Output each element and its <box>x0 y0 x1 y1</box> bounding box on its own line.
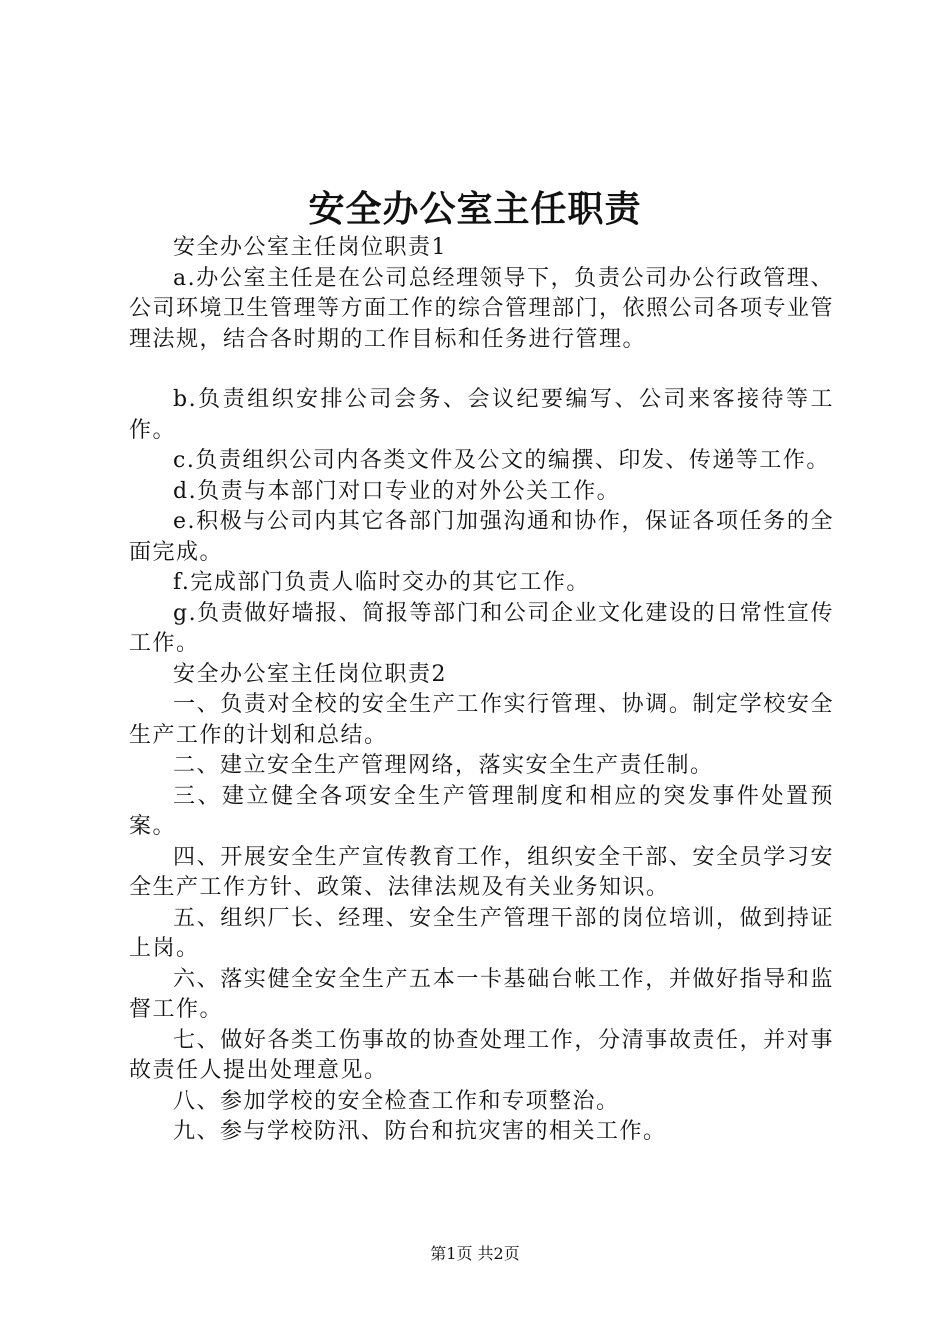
paragraph-c: c.负责组织公司内各类文件及公文的编撰、印发、传递等工作。 <box>173 448 830 473</box>
section-heading-1: 安全办公室主任岗位职责1 <box>173 235 447 260</box>
paragraph-f: f.完成部门负责人临时交办的其它工作。 <box>173 570 590 595</box>
paragraph-8: 八、参加学校的安全检查工作和专项整治。 <box>173 1088 620 1114</box>
paragraph-7: 七、做好各类工伤事故的协查处理工作，分清事故责任，并对事故责任人提出处理意见。 <box>129 1027 834 1083</box>
paragraph-6: 六、落实健全安全生产五本一卡基础台帐工作，并做好指导和监督工作。 <box>129 966 834 1022</box>
paragraph-e: e.积极与公司内其它各部门加强沟通和协作，保证各项任务的全面完成。 <box>129 509 834 565</box>
page-footer: 第1页 共2页 <box>430 1244 520 1263</box>
paragraph-2: 二、建立安全生产管理网络，落实安全生产责任制。 <box>173 753 714 778</box>
paragraph-9: 九、参与学校防汛、防台和抗灾害的相关工作。 <box>173 1119 667 1144</box>
section-heading-2: 安全办公室主任岗位职责2 <box>173 661 447 687</box>
document-title: 安全办公室主任职责 <box>308 188 642 230</box>
paragraph-b: b.负责组织安排公司会务、会议纪要编写、公司来客接待等工作。 <box>129 387 834 443</box>
paragraph-4: 四、开展安全生产宣传教育工作，组织安全干部、安全员学习安全生产工作方针、政策、法律法规及有关业务知识。 <box>129 844 834 900</box>
document-body <box>129 233 834 1148</box>
paragraph-a: a.办公室主任是在公司总经理领导下，负责公司办公行政管理、公司环境卫生管理等方面工作的综合管理部门，依照公司各项专业管理法规，结合各时期的工作目标和任务进行管理。 <box>129 265 835 352</box>
paragraph-3: 三、建立健全各项安全生产管理制度和相应的突发事件处置预案。 <box>129 783 834 839</box>
paragraph-5: 五、组织厂长、经理、安全生产管理干部的岗位培训，做到持证上岗。 <box>129 905 834 961</box>
paragraph-g: g.负责做好墙报、简报等部门和公司企业文化建设的日常性宣传工作。 <box>129 600 834 656</box>
paragraph-d: d.负责与本部门对口专业的对外公关工作。 <box>173 478 621 504</box>
paragraph-1: 一、负责对全校的安全生产工作实行管理、协调。制定学校安全生产工作的计划和总结。 <box>129 692 834 748</box>
